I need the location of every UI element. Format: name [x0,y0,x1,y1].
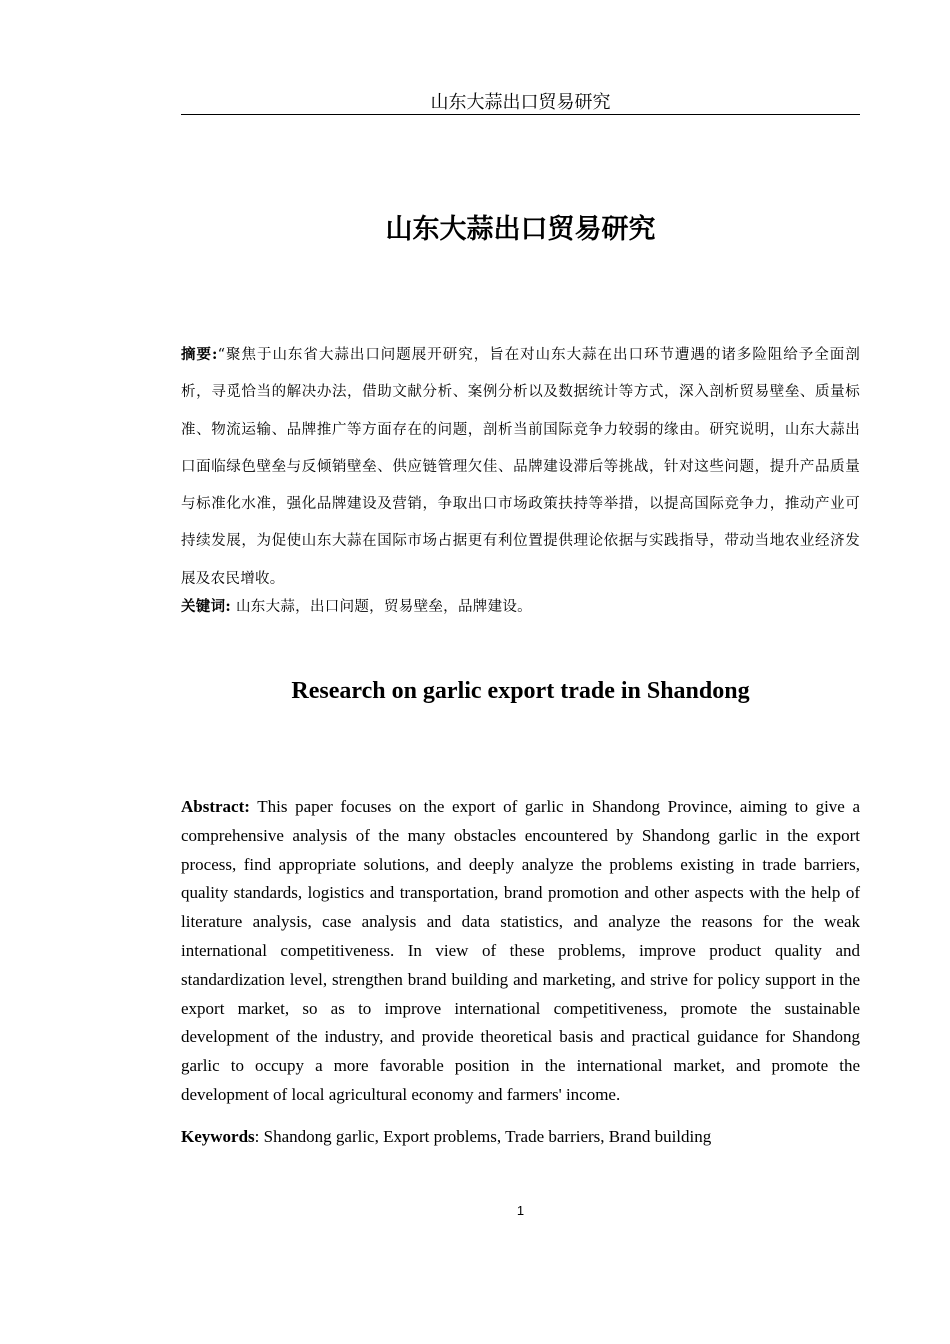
chinese-title: 山东大蒜出口贸易研究 [385,214,656,245]
english-keywords-text: Shandong garlic, Export problems, Trade barriers, Brand building [263,1127,712,1146]
page-number: 1 [516,1203,525,1218]
english-title: Research on garlic export trade in Shandong [291,678,750,704]
chinese-abstract-label: 摘要: [181,346,218,363]
english-keywords-label: Keywords [181,1127,255,1146]
english-abstract [181,793,860,1110]
chinese-keywords-label: 关键词: [181,598,232,615]
chinese-abstract [181,336,860,598]
english-abstract-text: This paper focuses on the export of garlic in Shandong Province, aiming to give a comprehensive analysis of the many obstacles encountered by Shandong garlic in the export process, find appropriate solutions, and deeply analyze the problems existing in trade barriers, quality standards, logistics and transportation, brand promotion and other aspects with the help of literature analysis, case analysis and data statistics, and analyze the reasons for the weak international competitiveness. In view of these problems, improve product quality and standardization level, strengthen brand building and marketing, and strive for policy support in the export market, so as to improve international competitiveness, promote the sustainable development of the industry, and provide theoretical basis and practical guidance for Shandong garlic to occupy a more favorable position in the international market, and promote the development of local agricultural economy and farmers' income. [181,797,860,1104]
chinese-keywords-text: 山东大蒜，出口问题，贸易壁垒，品牌建设。 [235,599,532,615]
header-rule [181,114,860,115]
english-abstract-label: Abstract: [181,797,250,816]
chinese-abstract-text: “聚焦于山东省大蒜出口问题展开研究，旨在对山东大蒜在出口环节遭遇的诸多险阻给予全面剖析，寻觅恰当的解决办法，借助文献分析、案例分析以及数据统计等方式，深入剖析贸易壁垒、质量标准、物流运输、品牌推广等方面存在的问题，剖析当前国际竞争力较弱的缘由。研究说明，山东大蒜出口面临绿色壁垒与反倾销壁垒、供应链管理欠佳、品牌建设滞后等挑战，针对这些问题，提升产品质量与标准化水准，强化品牌建设及营销，争取出口市场政策扶持等举措，以提高国际竞争力，推动产业可持续发展，为促使山东大蒜在国际市场占据更有利位置提供理论依据与实践指导，带动当地农业经济发展及农民增收。 [181,347,860,587]
running-header: 山东大蒜出口贸易研究 [430,92,611,113]
english-keywords-separator: : [254,1127,260,1146]
english-keywords [181,1123,860,1151]
chinese-keywords [181,592,860,622]
